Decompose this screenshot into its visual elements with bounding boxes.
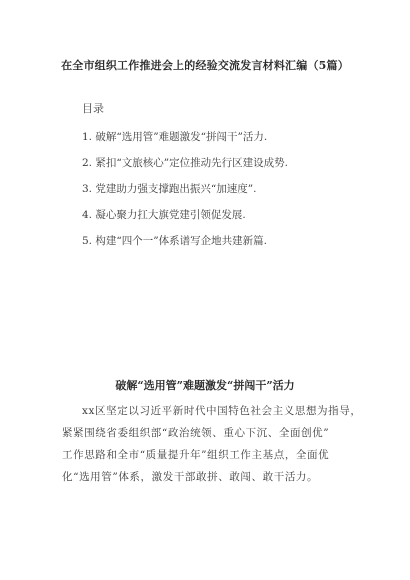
document-title: 在全市组织工作推进会上的经验交流发言材料汇编（5篇） <box>61 59 349 72</box>
toc-item-5: 5. 构建“四个一”体系谱写企地共建新篇. <box>82 235 267 247</box>
paragraph-line: 工作思路和全市“质量提升年”组织工作主基点，全面优 <box>62 449 330 461</box>
paragraph-line: 紧紧围绕省委组织部“政治统领、重心下沉、全面创优” <box>62 427 330 439</box>
paragraph-line: 化“选用管”体系，激发干部敢拼、敢闯、敢干活力。 <box>62 471 319 483</box>
section-title: 破解“选用管”难题激发“拼闯干”活力 <box>115 379 295 392</box>
toc-heading: 目录 <box>82 102 104 115</box>
toc-item-1: 1. 破解“选用管”难题激发“拼闯干”活力. <box>82 131 268 143</box>
toc-item-4: 4. 凝心聚力扛大旗党建引领促发展. <box>82 209 246 221</box>
table-of-contents <box>82 131 288 261</box>
paragraph-line: xx区坚定以习近平新时代中国特色社会主义思想为指导， <box>82 405 362 417</box>
toc-item-3: 3. 党建助力强支撑跑出振兴“加速度”. <box>82 183 257 195</box>
toc-item-2: 2. 紧扣“文旅核心”定位推动先行区建设成势. <box>82 157 288 169</box>
